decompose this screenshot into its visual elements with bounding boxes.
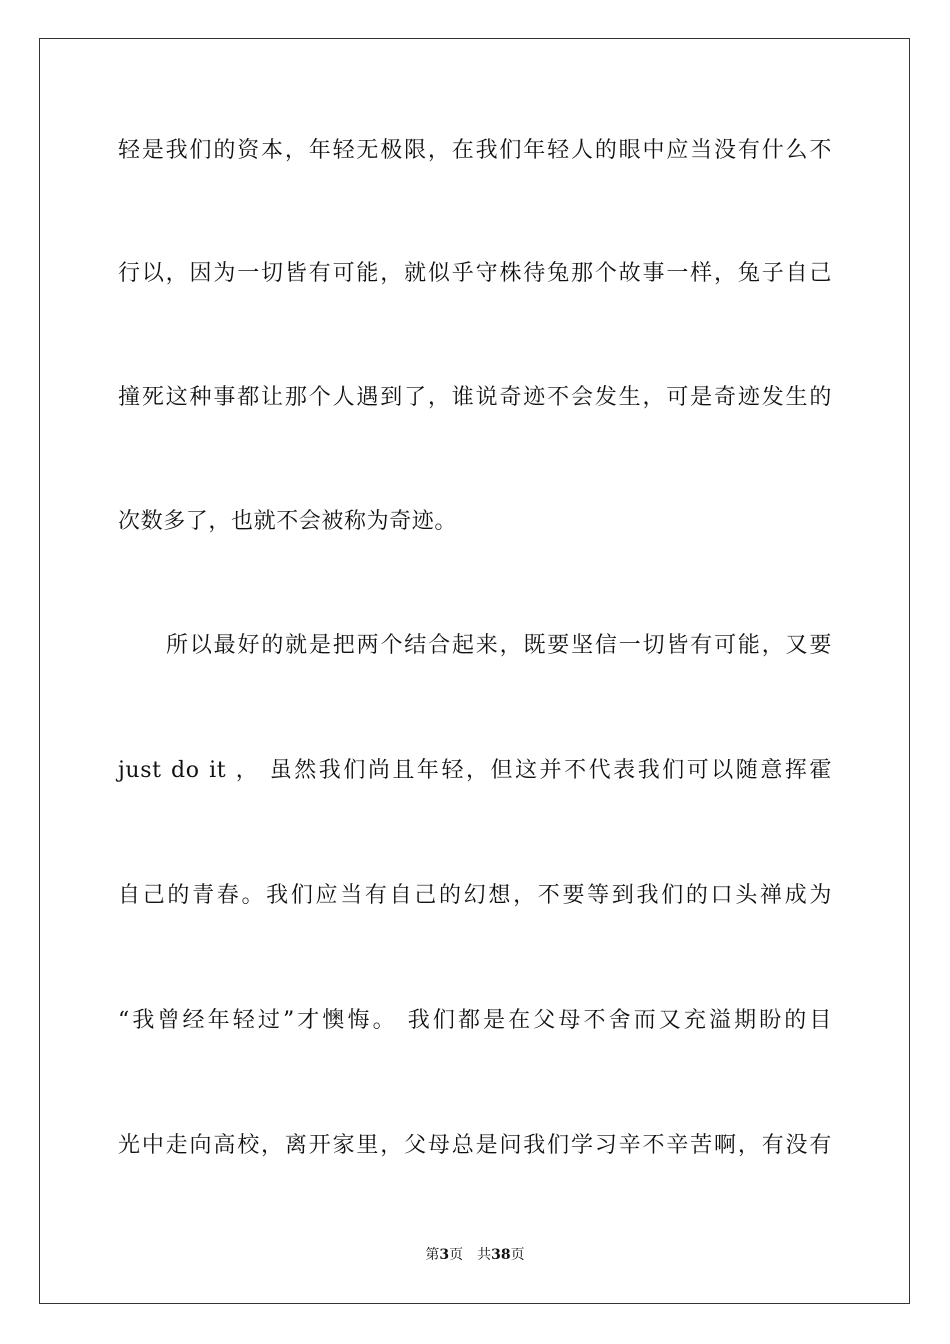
paragraph-line-4: 次数多了，也就不会被称为奇迹。 — [118, 509, 458, 534]
paragraph-line-8: “我曾经年轻过”才懊悔。 我们都是在父母不舍而又充溢期盼的目 — [118, 1008, 832, 1033]
paragraph-line-9: 光中走向高校，离开家里，父母总是问我们学习辛不辛苦啊，有没有 — [118, 1133, 832, 1158]
footer-total-suffix: 页 — [510, 1247, 525, 1263]
paragraph-line-3: 撞死这种事都让那个人遇到了，谁说奇迹不会发生，可是奇迹发生的 — [118, 385, 832, 410]
page-border — [39, 38, 910, 1304]
paragraph-line-5: 所以最好的就是把两个结合起来，既要坚信一切皆有可能，又要 — [166, 633, 832, 658]
paragraph-line-7: 自己的青春。我们应当有自己的幻想，不要等到我们的口头禅成为 — [118, 883, 832, 908]
paragraph-line-1: 轻是我们的资本，年轻无极限，在我们年轻人的眼中应当没有什么不 — [118, 138, 832, 163]
footer-page-prefix: 第 — [425, 1247, 440, 1263]
footer-total-prefix: 共 — [477, 1247, 492, 1263]
footer-page-number: 3 — [439, 1247, 450, 1263]
page-footer — [0, 1246, 950, 1264]
footer-page-suffix: 页 — [449, 1247, 464, 1263]
paragraph-line-2: 行以，因为一切皆有可能，就似乎守株待兔那个故事一样，兔子自己 — [118, 261, 832, 286]
paragraph-line-6: just do it ， 虽然我们尚且年轻，但这并不代表我们可以随意挥霍 — [118, 758, 832, 783]
footer-total-pages: 38 — [491, 1247, 511, 1263]
